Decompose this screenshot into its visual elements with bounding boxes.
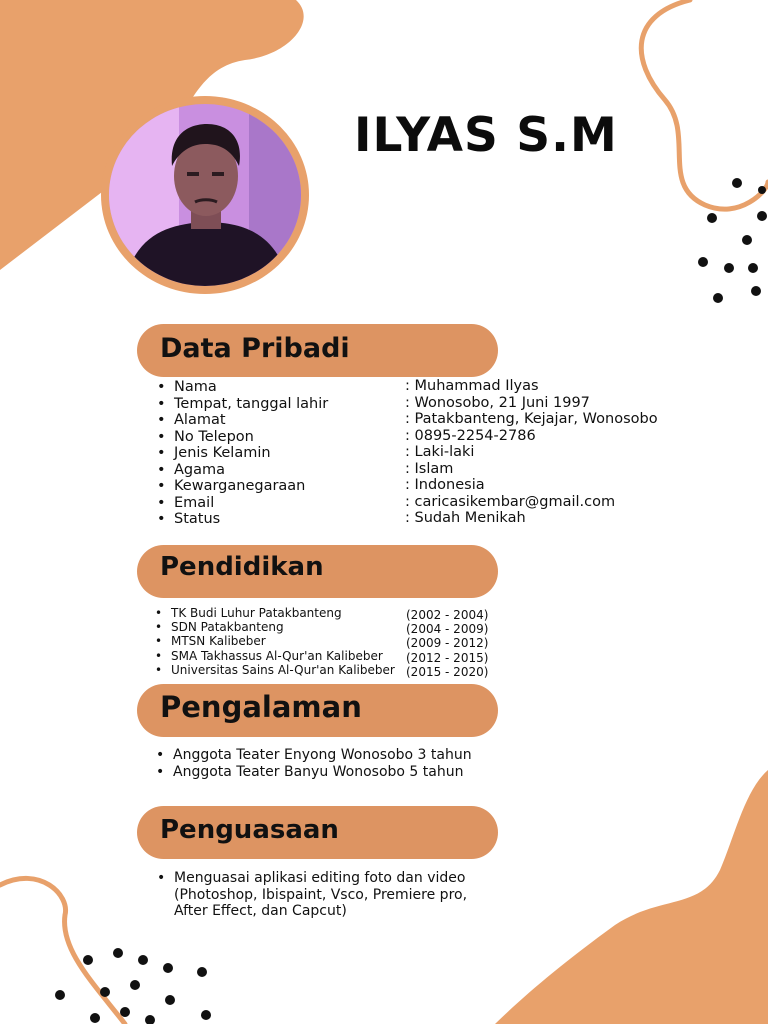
list-item: • Kewarganegaraan : Indonesia [157, 477, 485, 494]
list-item: • Alamat : Patakbanteng, Kejajar, Wonosobo [157, 411, 658, 428]
section-title-personal: Data Pribadi [160, 333, 350, 364]
bottom-left-squiggle [0, 878, 125, 1024]
list-item: • Anggota Teater Enyong Wonosobo 3 tahun [156, 747, 472, 763]
skills-list [157, 870, 479, 920]
top-right-squiggle [641, 0, 768, 209]
experience-list [156, 747, 503, 781]
personal-info-list [157, 378, 674, 528]
list-item: • Universitas Sains Al-Qur'an Kalibeber (2015 - 2020) [155, 662, 489, 679]
list-item: • Anggota Teater Banyu Wonosobo 5 tahun [156, 764, 464, 780]
list-item: • No Telepon : 0895-2254-2786 [157, 427, 536, 445]
profile-photo [101, 96, 309, 294]
list-item: • Agama : Islam [157, 460, 454, 478]
section-header-skills [137, 806, 498, 859]
bottom-right-blob [495, 770, 768, 1024]
list-item: • TK Budi Luhur Patakbanteng (2002 - 2004) [155, 606, 489, 622]
list-item: • SDN Patakbanteng (2004 - 2009) [155, 620, 489, 637]
section-header-personal [137, 324, 498, 377]
section-header-education [137, 545, 498, 598]
list-item: • Tempat, tanggal lahir : Wonosobo, 21 Juni 1997 [157, 394, 590, 412]
education-list [155, 606, 501, 679]
list-item: • Email : caricasikembar@gmail.com [157, 493, 616, 511]
section-title-experience: Pengalaman [160, 690, 362, 724]
section-title-education: Pendidikan [160, 552, 324, 582]
portrait-illustration [109, 104, 301, 286]
list-item: • SMA Takhassus Al-Qur'an Kalibeber (2012 - 2015) [155, 648, 489, 665]
section-header-experience [137, 684, 498, 737]
section-title-skills: Penguasaan [160, 815, 339, 845]
list-item: • Status : Sudah Menikah [157, 510, 526, 527]
list-item: • MTSN Kalibeber (2009 - 2012) [155, 634, 489, 651]
list-item: • Jenis Kelamin : Laki-laki [157, 444, 475, 461]
list-item: • Menguasai aplikasi editing foto dan video (Photoshop, Ibispaint, Vsco, Premiere pro, After Effect, dan Capcut) [157, 870, 468, 919]
list-item: • Nama : Muhammad Ilyas [157, 378, 539, 395]
person-name: ILYAS S.M [354, 108, 618, 163]
